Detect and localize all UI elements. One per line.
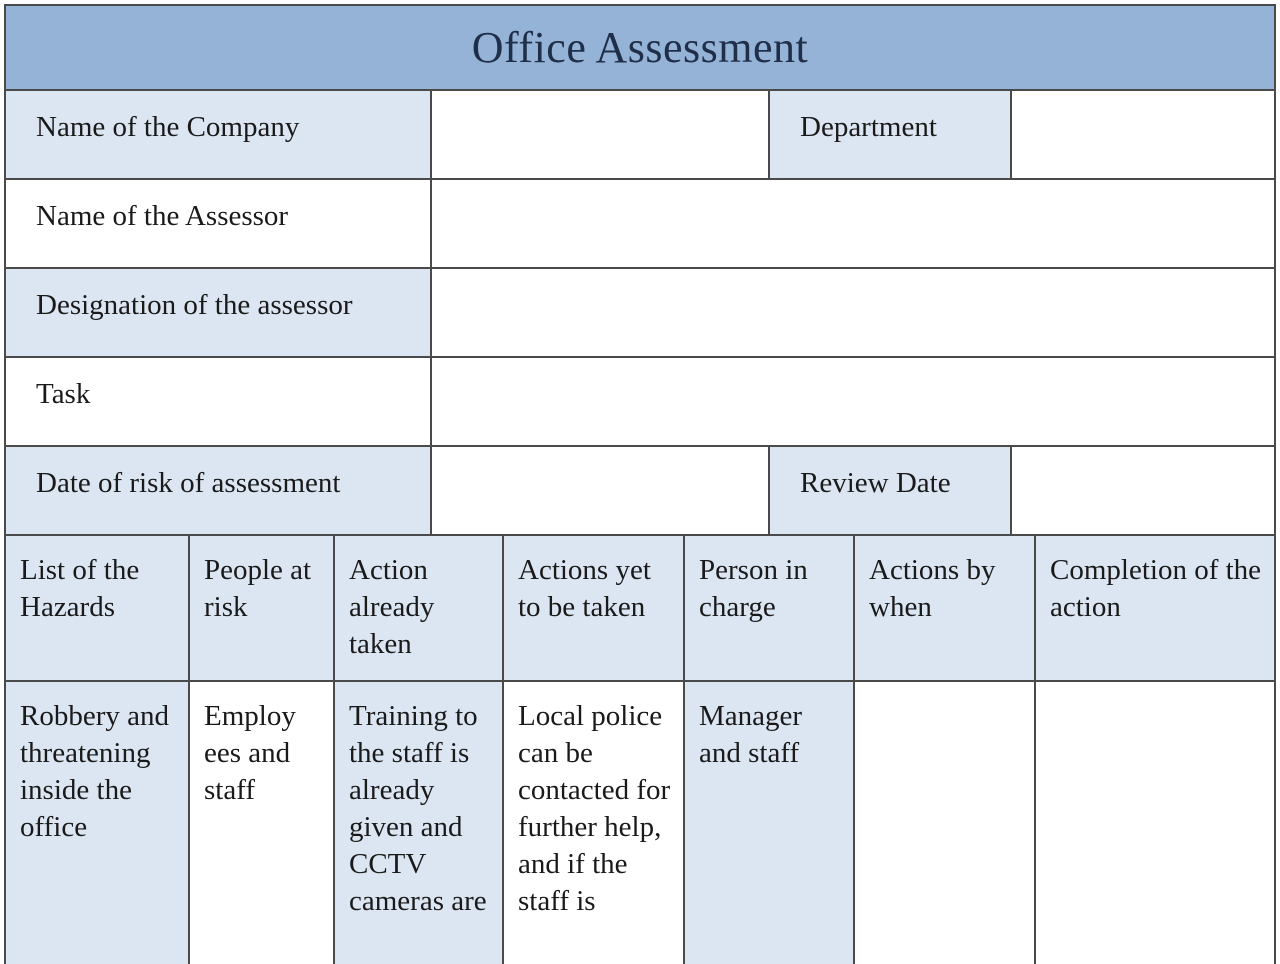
company-field[interactable] (432, 91, 770, 180)
designation-field[interactable] (432, 269, 1274, 358)
assessor-label: Name of the Assessor (6, 180, 432, 269)
cell-completion[interactable] (1036, 682, 1274, 964)
risk-date-label: Date of risk of assessment (6, 447, 432, 536)
header-person-in-charge: Person in charge (685, 536, 855, 682)
department-field[interactable] (1012, 91, 1274, 180)
designation-label: Designation of the assessor (6, 269, 432, 358)
cell-actions-by-when[interactable] (855, 682, 1036, 964)
header-hazards: List of the Hazards (6, 536, 190, 682)
review-date-field[interactable] (1012, 447, 1274, 536)
cell-action-taken[interactable]: Training to the staff is already given and CCTV cameras are (335, 682, 504, 964)
cell-person-in-charge[interactable]: Manager and staff (685, 682, 855, 964)
company-label: Name of the Company (6, 91, 432, 180)
assessor-field[interactable] (432, 180, 1274, 269)
task-field[interactable] (432, 358, 1274, 447)
cell-actions-yet[interactable]: Local police can be contacted for further help, and if the staff is (504, 682, 685, 964)
header-actions-yet: Actions yet to be taken (504, 536, 685, 682)
risk-date-field[interactable] (432, 447, 770, 536)
header-actions-by-when: Actions by when (855, 536, 1036, 682)
header-action-taken: Action already taken (335, 536, 504, 682)
cell-hazards[interactable]: Robbery and threatening inside the office (6, 682, 190, 964)
cell-people-at-risk[interactable]: Employ ees and staff (190, 682, 335, 964)
task-label: Task (6, 358, 432, 447)
header-people-at-risk: People at risk (190, 536, 335, 682)
department-label: Department (770, 91, 1012, 180)
form-title: Office Assessment (6, 6, 1274, 91)
office-assessment-form (4, 4, 1276, 964)
review-date-label: Review Date (770, 447, 1012, 536)
header-completion: Completion of the action (1036, 536, 1274, 682)
